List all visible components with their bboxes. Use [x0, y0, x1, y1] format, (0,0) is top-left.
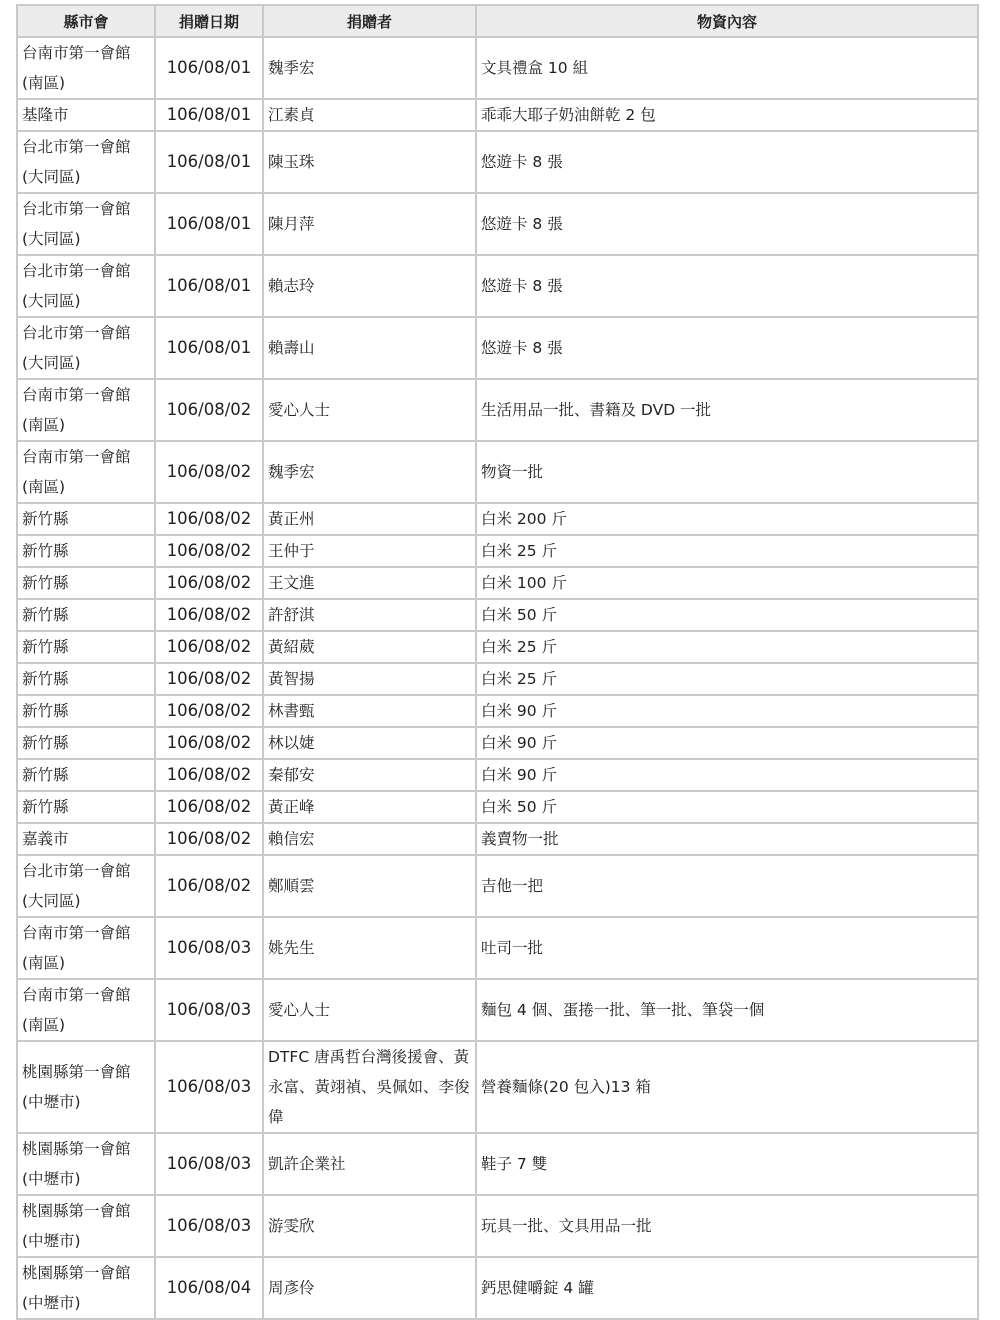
county-cell: 新竹縣	[17, 503, 155, 535]
header-row	[17, 5, 978, 37]
table-row	[17, 759, 978, 791]
donor-cell: 王仲于	[263, 535, 476, 567]
table-row	[17, 663, 978, 695]
items-cell: 鈣思健嚼錠 4 罐	[476, 1257, 978, 1319]
date-cell: 106/08/02	[155, 695, 263, 727]
county-cell: 新竹縣	[17, 791, 155, 823]
donor-cell: 黃智揚	[263, 663, 476, 695]
county-cell: 桃園縣第一會館(中壢市)	[17, 1041, 155, 1133]
county-cell: 新竹縣	[17, 695, 155, 727]
items-cell: 白米 90 斤	[476, 759, 978, 791]
items-cell: 白米 25 斤	[476, 535, 978, 567]
county-cell: 台北市第一會館(大同區)	[17, 855, 155, 917]
date-cell: 106/08/01	[155, 131, 263, 193]
date-cell: 106/08/01	[155, 255, 263, 317]
items-cell: 吉他一把	[476, 855, 978, 917]
items-cell: 悠遊卡 8 張	[476, 193, 978, 255]
date-cell: 106/08/02	[155, 567, 263, 599]
county-cell: 新竹縣	[17, 567, 155, 599]
table-row	[17, 631, 978, 663]
table-row	[17, 917, 978, 979]
table-row	[17, 1195, 978, 1257]
items-cell: 文具禮盒 10 組	[476, 37, 978, 99]
donor-cell: 魏季宏	[263, 441, 476, 503]
items-cell: 鞋子 7 雙	[476, 1133, 978, 1195]
date-cell: 106/08/02	[155, 727, 263, 759]
column-header-date: 捐贈日期	[155, 5, 263, 37]
table-row	[17, 441, 978, 503]
date-cell: 106/08/03	[155, 1041, 263, 1133]
county-cell: 新竹縣	[17, 631, 155, 663]
donor-cell: 賴壽山	[263, 317, 476, 379]
table-row	[17, 255, 978, 317]
donor-cell: 許舒淇	[263, 599, 476, 631]
county-cell: 新竹縣	[17, 663, 155, 695]
items-cell: 白米 100 斤	[476, 567, 978, 599]
items-cell: 白米 50 斤	[476, 791, 978, 823]
date-cell: 106/08/02	[155, 855, 263, 917]
table-row	[17, 317, 978, 379]
table-row	[17, 193, 978, 255]
table-header	[17, 5, 978, 37]
table-row	[17, 99, 978, 131]
county-cell: 台南市第一會館(南區)	[17, 379, 155, 441]
items-cell: 悠遊卡 8 張	[476, 317, 978, 379]
items-cell: 乖乖大耶子奶油餅乾 2 包	[476, 99, 978, 131]
county-cell: 台北市第一會館(大同區)	[17, 193, 155, 255]
donor-cell: 游雯欣	[263, 1195, 476, 1257]
county-cell: 嘉義市	[17, 823, 155, 855]
donor-cell: 林書甄	[263, 695, 476, 727]
table-row	[17, 1133, 978, 1195]
table-row	[17, 823, 978, 855]
items-cell: 麵包 4 個、蛋捲一批、筆一批、筆袋一個	[476, 979, 978, 1041]
items-cell: 物資一批	[476, 441, 978, 503]
date-cell: 106/08/02	[155, 379, 263, 441]
table-row	[17, 695, 978, 727]
county-cell: 新竹縣	[17, 759, 155, 791]
donor-cell: 陳玉珠	[263, 131, 476, 193]
items-cell: 玩具一批、文具用品一批	[476, 1195, 978, 1257]
donation-table	[16, 4, 979, 1320]
date-cell: 106/08/01	[155, 99, 263, 131]
table-row	[17, 855, 978, 917]
donor-cell: 黃正州	[263, 503, 476, 535]
county-cell: 台北市第一會館(大同區)	[17, 317, 155, 379]
donor-cell: 黃紹葳	[263, 631, 476, 663]
items-cell: 白米 200 斤	[476, 503, 978, 535]
donor-cell: 賴信宏	[263, 823, 476, 855]
donor-cell: 姚先生	[263, 917, 476, 979]
donor-cell: DTFC 唐禹哲台灣後援會、黃永富、黃翊禎、吳佩如、李俊偉	[263, 1041, 476, 1133]
donor-cell: 鄭順雲	[263, 855, 476, 917]
date-cell: 106/08/02	[155, 791, 263, 823]
county-cell: 台北市第一會館(大同區)	[17, 131, 155, 193]
items-cell: 悠遊卡 8 張	[476, 131, 978, 193]
table-row	[17, 979, 978, 1041]
county-cell: 台南市第一會館(南區)	[17, 37, 155, 99]
date-cell: 106/08/03	[155, 1195, 263, 1257]
county-cell: 新竹縣	[17, 727, 155, 759]
date-cell: 106/08/02	[155, 823, 263, 855]
donor-cell: 陳月萍	[263, 193, 476, 255]
donor-cell: 愛心人士	[263, 979, 476, 1041]
items-cell: 悠遊卡 8 張	[476, 255, 978, 317]
donation-table-container	[16, 4, 977, 1320]
items-cell: 營養麵條(20 包入)13 箱	[476, 1041, 978, 1133]
county-cell: 桃園縣第一會館(中壢市)	[17, 1257, 155, 1319]
column-header-donor: 捐贈者	[263, 5, 476, 37]
table-row	[17, 599, 978, 631]
county-cell: 桃園縣第一會館(中壢市)	[17, 1195, 155, 1257]
donor-cell: 林以婕	[263, 727, 476, 759]
date-cell: 106/08/02	[155, 663, 263, 695]
table-row	[17, 535, 978, 567]
table-row	[17, 503, 978, 535]
date-cell: 106/08/02	[155, 631, 263, 663]
county-cell: 新竹縣	[17, 599, 155, 631]
donor-cell: 魏季宏	[263, 37, 476, 99]
county-cell: 台南市第一會館(南區)	[17, 979, 155, 1041]
items-cell: 白米 90 斤	[476, 695, 978, 727]
table-body	[17, 37, 978, 1319]
county-cell: 桃園縣第一會館(中壢市)	[17, 1133, 155, 1195]
column-header-county: 縣市會	[17, 5, 155, 37]
date-cell: 106/08/02	[155, 503, 263, 535]
date-cell: 106/08/03	[155, 979, 263, 1041]
table-row	[17, 727, 978, 759]
table-row	[17, 379, 978, 441]
date-cell: 106/08/01	[155, 37, 263, 99]
donor-cell: 賴志玲	[263, 255, 476, 317]
donor-cell: 秦郁安	[263, 759, 476, 791]
date-cell: 106/08/02	[155, 599, 263, 631]
donor-cell: 江素貞	[263, 99, 476, 131]
items-cell: 吐司一批	[476, 917, 978, 979]
donor-cell: 王文進	[263, 567, 476, 599]
county-cell: 台南市第一會館(南區)	[17, 441, 155, 503]
donor-cell: 周彥伶	[263, 1257, 476, 1319]
donor-cell: 黃正峰	[263, 791, 476, 823]
table-row	[17, 37, 978, 99]
county-cell: 基隆市	[17, 99, 155, 131]
table-row	[17, 131, 978, 193]
county-cell: 台北市第一會館(大同區)	[17, 255, 155, 317]
items-cell: 生活用品一批、書籍及 DVD 一批	[476, 379, 978, 441]
date-cell: 106/08/03	[155, 1133, 263, 1195]
date-cell: 106/08/02	[155, 441, 263, 503]
table-row	[17, 1041, 978, 1133]
items-cell: 白米 25 斤	[476, 663, 978, 695]
donor-cell: 凱許企業社	[263, 1133, 476, 1195]
date-cell: 106/08/01	[155, 193, 263, 255]
items-cell: 白米 50 斤	[476, 599, 978, 631]
date-cell: 106/08/01	[155, 317, 263, 379]
items-cell: 義賣物一批	[476, 823, 978, 855]
date-cell: 106/08/02	[155, 535, 263, 567]
items-cell: 白米 90 斤	[476, 727, 978, 759]
date-cell: 106/08/03	[155, 917, 263, 979]
date-cell: 106/08/02	[155, 759, 263, 791]
table-row	[17, 567, 978, 599]
county-cell: 新竹縣	[17, 535, 155, 567]
date-cell: 106/08/04	[155, 1257, 263, 1319]
donor-cell: 愛心人士	[263, 379, 476, 441]
items-cell: 白米 25 斤	[476, 631, 978, 663]
table-row	[17, 1257, 978, 1319]
county-cell: 台南市第一會館(南區)	[17, 917, 155, 979]
column-header-items: 物資內容	[476, 5, 978, 37]
table-row	[17, 791, 978, 823]
